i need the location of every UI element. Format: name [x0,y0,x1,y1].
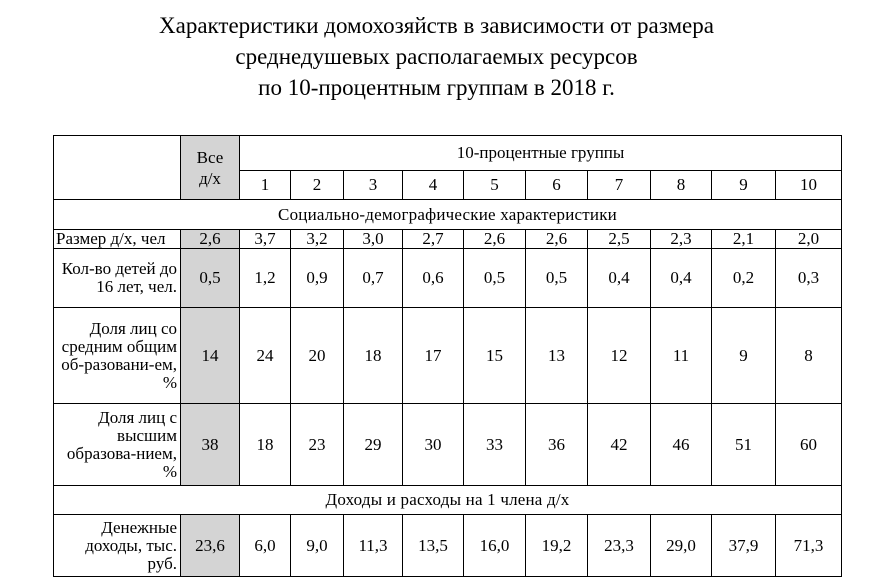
cell-value: 23,3 [588,515,651,577]
row-label: Размер д/х, чел [54,230,181,249]
cell-value: 60 [776,404,842,486]
cell-value: 51 [712,404,776,486]
row-label: Денежные доходы, тыс. руб. [54,515,181,577]
all-header-line-2: д/х [199,168,221,188]
group-number: 4 [403,171,464,200]
title-line-2: среднедушевых располагаемых ресурсов [235,44,638,69]
cell-value: 29 [344,404,403,486]
section-header-income: Доходы и расходы на 1 члена д/х [54,486,842,515]
group-number: 6 [526,171,588,200]
household-table [53,135,842,577]
cell-value: 12 [588,308,651,404]
table-row [54,230,842,249]
groups-header: 10-процентные группы [240,136,842,171]
cell-value: 0,6 [403,249,464,308]
cell-value: 6,0 [240,515,291,577]
cell-value: 33 [464,404,526,486]
cell-value: 2,1 [712,230,776,249]
all-value: 2,6 [181,230,240,249]
cell-value: 0,4 [651,249,712,308]
cell-value: 36 [526,404,588,486]
all-header-line-1: Все [196,147,224,167]
document-title [0,10,873,103]
row-label: Кол-во детей до 16 лет, чел. [54,249,181,308]
cell-value: 11 [651,308,712,404]
all-households-header [181,136,240,200]
cell-value: 46 [651,404,712,486]
cell-value: 1,2 [240,249,291,308]
title-line-1: Характеристики домохозяйств в зависимости от размера [159,13,714,38]
section-header-socio-demographic: Социально-демографические характеристики [54,200,842,230]
group-number: 3 [344,171,403,200]
cell-value: 42 [588,404,651,486]
corner-cell [54,136,181,200]
cell-value: 0,2 [712,249,776,308]
all-value: 38 [181,404,240,486]
cell-value: 9 [712,308,776,404]
cell-value: 0,5 [526,249,588,308]
cell-value: 0,9 [291,249,344,308]
cell-value: 3,2 [291,230,344,249]
cell-value: 9,0 [291,515,344,577]
cell-value: 2,7 [403,230,464,249]
cell-value: 2,6 [526,230,588,249]
cell-value: 23 [291,404,344,486]
group-number: 1 [240,171,291,200]
cell-value: 3,7 [240,230,291,249]
row-label: Доля лиц со средним общим об-разовани-ем, % [54,308,181,404]
cell-value: 18 [344,308,403,404]
table-row [54,249,842,308]
cell-value: 24 [240,308,291,404]
cell-value: 3,0 [344,230,403,249]
all-value: 0,5 [181,249,240,308]
cell-value: 20 [291,308,344,404]
all-value: 14 [181,308,240,404]
cell-value: 30 [403,404,464,486]
row-label: Доля лиц с высшим образова-нием, % [54,404,181,486]
cell-value: 0,4 [588,249,651,308]
cell-value: 2,6 [464,230,526,249]
cell-value: 29,0 [651,515,712,577]
cell-value: 13,5 [403,515,464,577]
cell-value: 16,0 [464,515,526,577]
cell-value: 2,3 [651,230,712,249]
cell-value: 2,0 [776,230,842,249]
table-row [54,515,842,577]
cell-value: 0,7 [344,249,403,308]
group-number: 8 [651,171,712,200]
cell-value: 0,5 [464,249,526,308]
title-line-3: по 10-процентным группам в 2018 г. [258,75,615,100]
group-number: 10 [776,171,842,200]
cell-value: 19,2 [526,515,588,577]
cell-value: 18 [240,404,291,486]
all-value: 23,6 [181,515,240,577]
cell-value: 8 [776,308,842,404]
group-number: 9 [712,171,776,200]
cell-value: 37,9 [712,515,776,577]
group-number: 2 [291,171,344,200]
cell-value: 13 [526,308,588,404]
table-row [54,404,842,486]
group-number: 5 [464,171,526,200]
cell-value: 71,3 [776,515,842,577]
table-row [54,308,842,404]
cell-value: 11,3 [344,515,403,577]
cell-value: 17 [403,308,464,404]
cell-value: 2,5 [588,230,651,249]
cell-value: 0,3 [776,249,842,308]
group-number: 7 [588,171,651,200]
cell-value: 15 [464,308,526,404]
